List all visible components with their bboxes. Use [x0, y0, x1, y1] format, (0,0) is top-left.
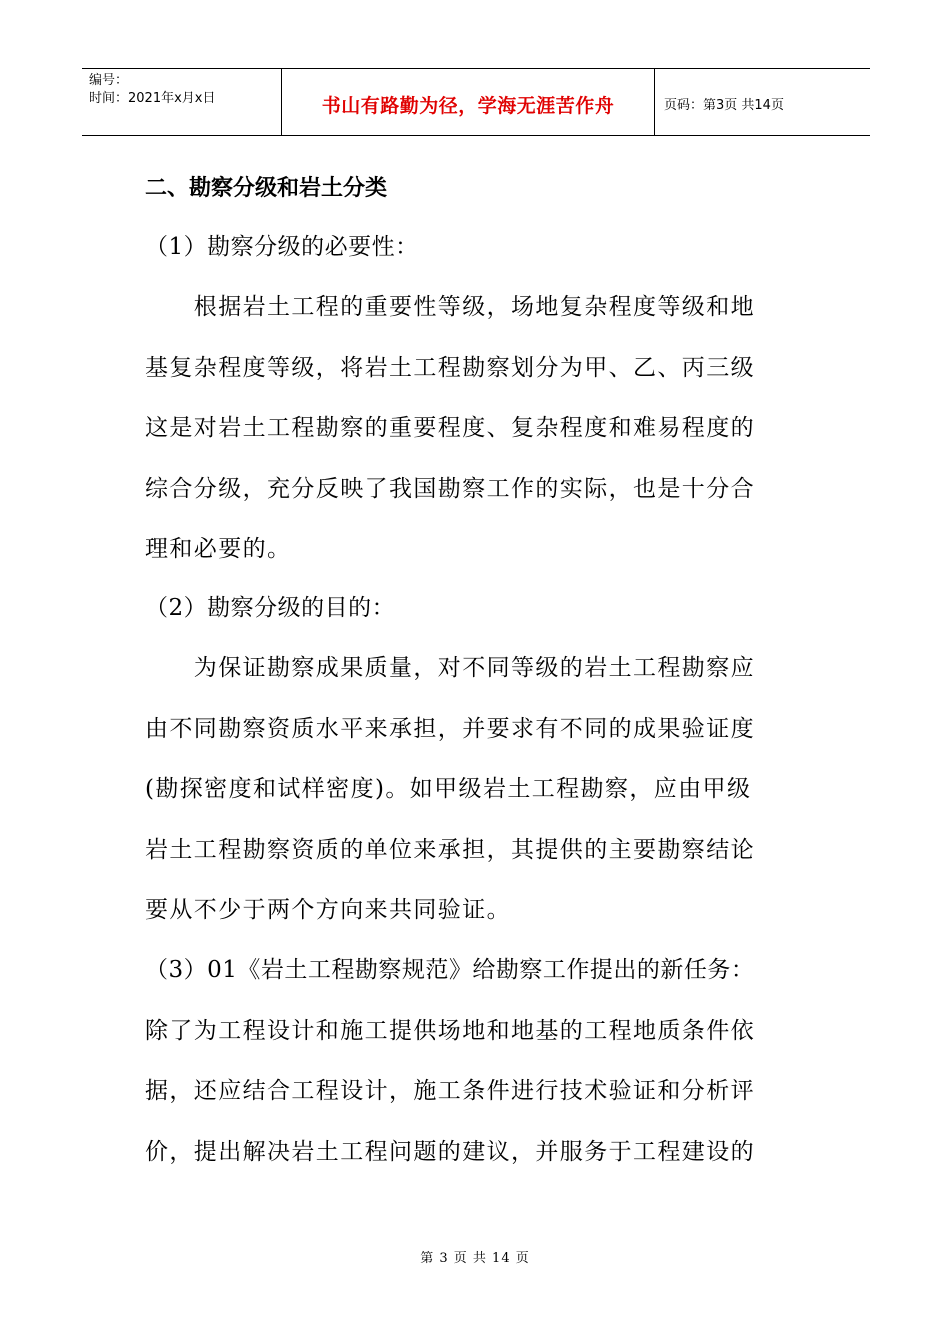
body-line: 岩土工程勘察资质的单位来承担，其提供的主要勘察结论: [145, 837, 755, 863]
subheading-1: （1）勘察分级的必要性：: [145, 234, 419, 260]
body-line: 价，提出解决岩土工程问题的建议，并服务于工程建设的: [145, 1139, 755, 1165]
body-line: 这是对岩土工程勘察的重要程度、复杂程度和难易程度的: [145, 415, 755, 441]
body-line: 由不同勘察资质水平来承担，并要求有不同的成果验证度: [145, 716, 755, 742]
body-line: 综合分级，充分反映了我国勘察工作的实际，也是十分合: [145, 476, 755, 502]
page-footer: 第 3 页 共 14 页: [420, 1251, 530, 1266]
header-page-code: 页码：第3页 共14页: [664, 97, 784, 113]
body-line: 理和必要的。: [145, 536, 292, 562]
subheading-3: （3）01《岩土工程勘察规范》给勘察工作提出的新任务：: [145, 957, 755, 983]
header-meta: [82, 69, 282, 135]
document-number-label: 编号：: [89, 73, 129, 88]
body-line: 为保证勘察成果质量，对不同等级的岩土工程勘察应: [145, 655, 755, 681]
header-motto-cell: [282, 69, 655, 135]
subheading-2: （2）勘察分级的目的：: [145, 595, 396, 621]
section-heading: 二、勘察分级和岩土分类: [145, 176, 388, 201]
body-line: 除了为工程设计和施工提供场地和地基的工程地质条件依: [145, 1018, 755, 1044]
header-motto: 书山有路勤为径，学海无涯苦作舟: [321, 94, 615, 117]
body-line: 基复杂程度等级，将岩土工程勘察划分为甲、乙、丙三级: [145, 355, 755, 381]
document-date: 时间：2021年x月x日: [89, 91, 216, 106]
page-header: [82, 68, 870, 136]
header-page-code-cell: [655, 69, 870, 135]
body-line: (勘探密度和试样密度)。如甲级岩土工程勘察，应由甲级: [145, 776, 752, 802]
body-line: 要从不少于两个方向来共同验证。: [145, 897, 511, 923]
body-line: 据，还应结合工程设计，施工条件进行技术验证和分析评: [145, 1078, 755, 1104]
body-line: 根据岩土工程的重要性等级，场地复杂程度等级和地: [145, 294, 755, 320]
